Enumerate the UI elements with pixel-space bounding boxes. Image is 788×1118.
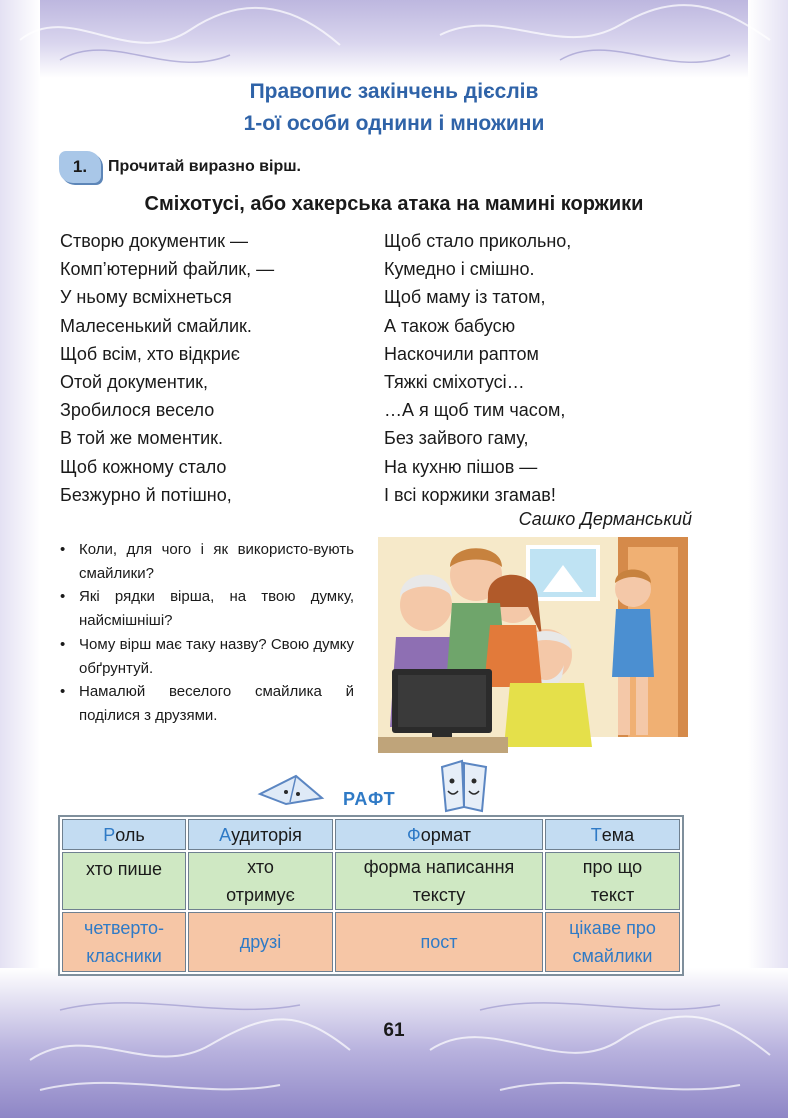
poem-line: Комп’ютерний файлик, —: [60, 259, 275, 280]
question-item: [60, 633, 354, 680]
paper-plane-icon: [256, 772, 326, 808]
raft-header-role: [62, 819, 186, 850]
question-text: Чому вірш має таку назву? Свою думку обґрунтуй.: [79, 635, 354, 677]
poem-line: Кумедно і смішно.: [384, 259, 535, 280]
raft-header-audience: [188, 819, 333, 850]
header-rest: удиторія: [231, 824, 302, 845]
question-item: [60, 538, 354, 585]
poem-line: Створю документик —: [60, 231, 249, 251]
poem-line: Щоб кожному стало: [60, 456, 227, 477]
question-item: [60, 680, 354, 727]
poem-author: Сашко Дерманський: [518, 509, 692, 529]
poem-line: Безжурно й потішно,: [60, 484, 232, 505]
raft-answer-audience: друзі: [188, 912, 333, 972]
header-initial: А: [219, 824, 232, 845]
raft-table: [58, 815, 684, 976]
question-text: Коли, для чого і як використо-вують смайлики?: [79, 541, 354, 582]
header-initial: Т: [590, 824, 602, 845]
header-rest: ормат: [420, 824, 471, 845]
task-number-badge: 1.: [59, 151, 101, 183]
poem-line: В той же моментик.: [60, 428, 224, 449]
question-text: Які рядки вірша, на твою думку, найсмішніші?: [79, 588, 354, 630]
raft-answer-format: пост: [335, 912, 543, 972]
bullet-icon: •: [60, 541, 66, 558]
header-rest: ема: [601, 824, 635, 845]
poem-line: Щоб всім, хто відкриє: [60, 343, 240, 364]
poem-line: …А я щоб тим часом,: [384, 400, 566, 421]
header-initial: Р: [103, 824, 116, 845]
raft-answer-topic: цікаве про смайлики: [545, 912, 680, 972]
header-rest: оль: [115, 824, 145, 845]
poem-line: Щоб стало прикольно,: [384, 231, 572, 251]
raft-answer-role: четверто-класники: [62, 912, 186, 972]
poem-line: Малесенький смайлик.: [60, 315, 252, 336]
question-list: [60, 538, 354, 728]
poem-line: Щоб маму із татом,: [384, 287, 546, 308]
poem-line: На кухню пішов —: [384, 456, 538, 477]
lesson-title-line2: 1-ої особи однини і множини: [243, 112, 545, 135]
raft-header-topic: [545, 819, 680, 850]
bullet-icon: •: [60, 588, 66, 606]
header-initial: Ф: [407, 824, 421, 845]
poem-line: Отой документик,: [60, 372, 208, 393]
raft-desc-role: хто пише: [62, 852, 186, 910]
family-computer-illustration: [378, 537, 688, 753]
raft-header-format: [335, 819, 543, 850]
bullet-icon: •: [60, 683, 66, 701]
talking-papers-icon: [434, 757, 494, 815]
poem-left-column: [60, 227, 274, 509]
poem-line: І всі коржики згамав!: [384, 484, 556, 505]
poem-line: Зробилося весело: [60, 400, 215, 421]
page-number: 61: [383, 1020, 405, 1041]
poem-line: Наскочили раптом: [384, 343, 539, 364]
raft-desc-audience: хто отримує: [188, 852, 333, 910]
poem-line: У ньому всміхнеться: [60, 287, 232, 308]
question-item: [60, 585, 354, 632]
lesson-title-line1: Правопис закінчень дієслів: [249, 80, 539, 103]
poem-right-column: [384, 227, 571, 509]
poem-line: Без зайвого гаму,: [384, 428, 529, 449]
raft-title: РАФТ: [343, 789, 396, 809]
task-instruction: Прочитай виразно вірш.: [108, 158, 301, 175]
poem-title: Сміхотусі, або хакерська атака на мамині коржики: [144, 193, 644, 215]
poem-line: Тяжкі сміхотусі…: [384, 372, 525, 393]
poem-line: А також бабусю: [384, 315, 516, 336]
raft-desc-format: форма написання тексту: [335, 852, 543, 910]
question-text: Намалюй веселого смайлика й поділися з друзями.: [79, 683, 354, 724]
raft-desc-topic: про що текст: [545, 852, 680, 910]
bullet-icon: •: [60, 635, 66, 653]
